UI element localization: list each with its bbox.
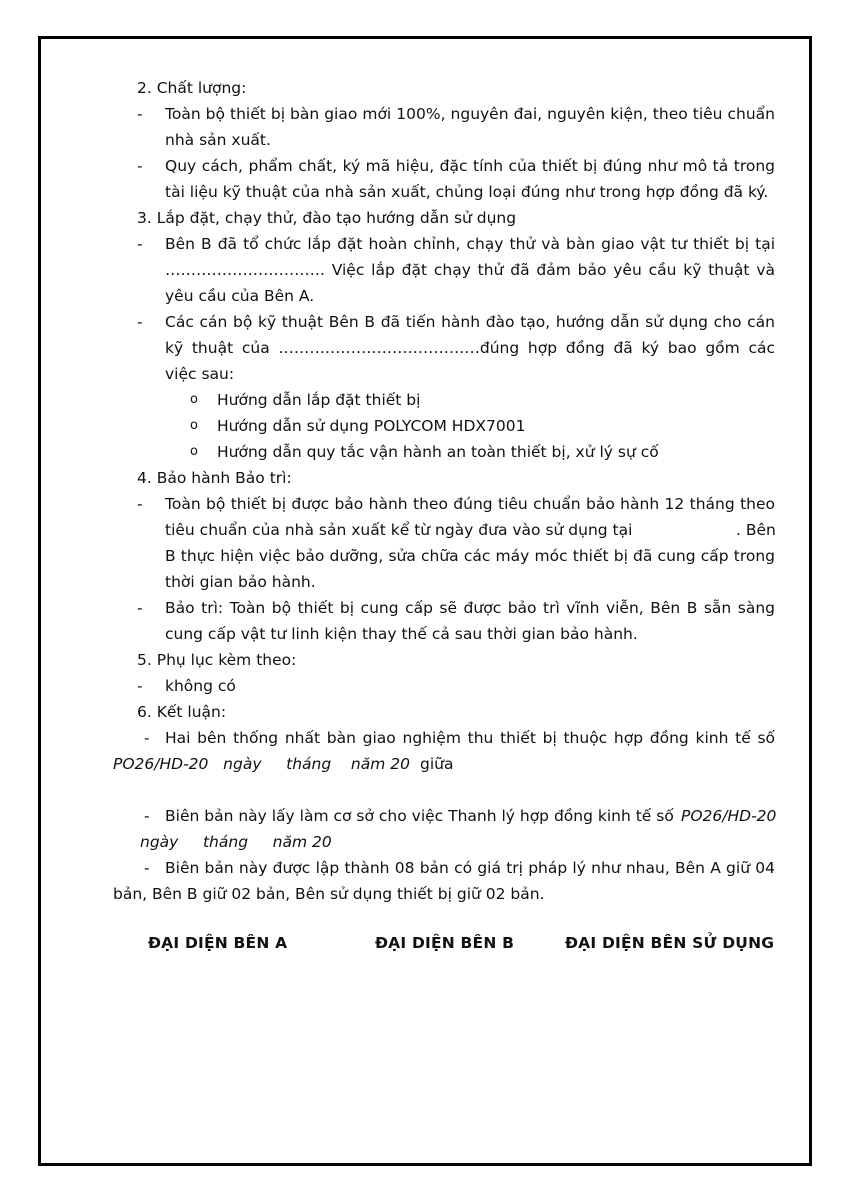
- dash: -: [137, 157, 143, 175]
- circle-bullet-icon: o: [190, 418, 198, 433]
- dash: -: [137, 235, 143, 253]
- s3-sub-item3: Hướng dẫn quy tắc vận hành an toàn thiết bị, xử lý sự cố: [217, 443, 659, 461]
- signature-user: ĐẠI DIỆN BÊN SỬ DỤNG: [565, 934, 775, 952]
- s5-bullet1: không có: [165, 677, 236, 695]
- s6-para1-line2-text: giữa: [420, 755, 454, 773]
- s6-para2-line1: Biên bản này lấy làm cơ sở cho việc Thanh lý hợp đồng kinh tế số: [165, 807, 674, 825]
- section-2-title: 2. Chất lượng:: [137, 79, 247, 97]
- s4-bullet1-line3: B thực hiện việc bảo dưỡng, sửa chữa các máy móc thiết bị đã cung cấp trong: [165, 547, 775, 565]
- s3-bullet1-line1: Bên B đã tổ chức lắp đặt hoàn chỉnh, chạy thử và bàn giao vật tư thiết bị tại: [165, 235, 775, 253]
- s6-para3-line2: bản, Bên B giữ 02 bản, Bên sử dụng thiết bị giữ 02 bản.: [113, 885, 545, 903]
- s2-bullet2-line2: tài liệu kỹ thuật của nhà sản xuất, chủng loại đúng như trong hợp đồng đã ký.: [165, 183, 769, 201]
- s4-bullet1-line4: thời gian bảo hành.: [165, 573, 316, 591]
- dash: -: [137, 599, 143, 617]
- s2-bullet1-line1: Toàn bộ thiết bị bàn giao mới 100%, nguyên đai, nguyên kiện, theo tiêu chuẩn: [165, 105, 775, 123]
- circle-bullet-icon: o: [190, 392, 198, 407]
- section-6-title: 6. Kết luận:: [137, 703, 227, 721]
- dash: -: [137, 313, 143, 331]
- section-5-title: 5. Phụ lục kèm theo:: [137, 651, 297, 669]
- s6-para1-line2-contract-ref: PO26/HD-20 ngày tháng năm 20: [113, 755, 410, 773]
- s4-bullet1-line2a: tiêu chuẩn của nhà sản xuất kể từ ngày đưa vào sử dụng tại: [165, 521, 633, 539]
- dash: -: [137, 495, 143, 513]
- signature-party-a: ĐẠI DIỆN BÊN A: [148, 934, 288, 952]
- s2-bullet1-line2: nhà sản xuất.: [165, 131, 271, 149]
- s3-sub-item2: Hướng dẫn sử dụng POLYCOM HDX7001: [217, 417, 526, 435]
- s6-para2-line1-contract-ref: PO26/HD-20: [681, 807, 777, 825]
- dash: -: [137, 105, 143, 123]
- section-4-title: 4. Bảo hành Bảo trì:: [137, 469, 292, 487]
- dash: -: [144, 729, 150, 747]
- s3-bullet2-line1: Các cán bộ kỹ thuật Bên B đã tiến hành đào tạo, hướng dẫn sử dụng cho cán: [165, 313, 775, 331]
- s4-bullet1-line2b: . Bên: [736, 521, 776, 539]
- signature-party-b: ĐẠI DIỆN BÊN B: [375, 934, 515, 952]
- s6-para1-line1: Hai bên thống nhất bàn giao nghiệm thu thiết bị thuộc hợp đồng kinh tế số: [165, 729, 775, 747]
- circle-bullet-icon: o: [190, 444, 198, 459]
- s3-sub-item1: Hướng dẫn lắp đặt thiết bị: [217, 391, 421, 409]
- s4-bullet2-line2: cung cấp vật tư linh kiện thay thế cả sau thời gian bảo hành.: [165, 625, 638, 643]
- s6-para2-line2-date: ngày tháng năm 20: [140, 833, 332, 851]
- s4-bullet1-line1: Toàn bộ thiết bị được bảo hành theo đúng tiêu chuẩn bảo hành 12 tháng theo: [165, 495, 775, 513]
- s3-bullet2-line2: kỹ thuật của …………………………………đúng hợp đồng đã ký bao gồm các: [165, 339, 775, 357]
- dash: -: [144, 859, 150, 877]
- s6-para3-line1: Biên bản này được lập thành 08 bản có giá trị pháp lý như nhau, Bên A giữ 04: [165, 859, 775, 877]
- s4-bullet2-line1: Bảo trì: Toàn bộ thiết bị cung cấp sẽ được bảo trì vĩnh viễn, Bên B sẵn sàng: [165, 599, 775, 617]
- s3-bullet1-line3: yêu cầu của Bên A.: [165, 287, 315, 305]
- section-3-title: 3. Lắp đặt, chạy thử, đào tạo hướng dẫn sử dụng: [137, 209, 517, 227]
- s3-bullet1-line2: …………………………. Việc lắp đặt chạy thử đã đảm bảo yêu cầu kỹ thuật và: [165, 261, 775, 279]
- s2-bullet2-line1: Quy cách, phẩm chất, ký mã hiệu, đặc tính của thiết bị đúng như mô tả trong: [165, 157, 775, 175]
- s3-bullet2-line3: việc sau:: [165, 365, 235, 383]
- dash: -: [137, 677, 143, 695]
- dash: -: [144, 807, 150, 825]
